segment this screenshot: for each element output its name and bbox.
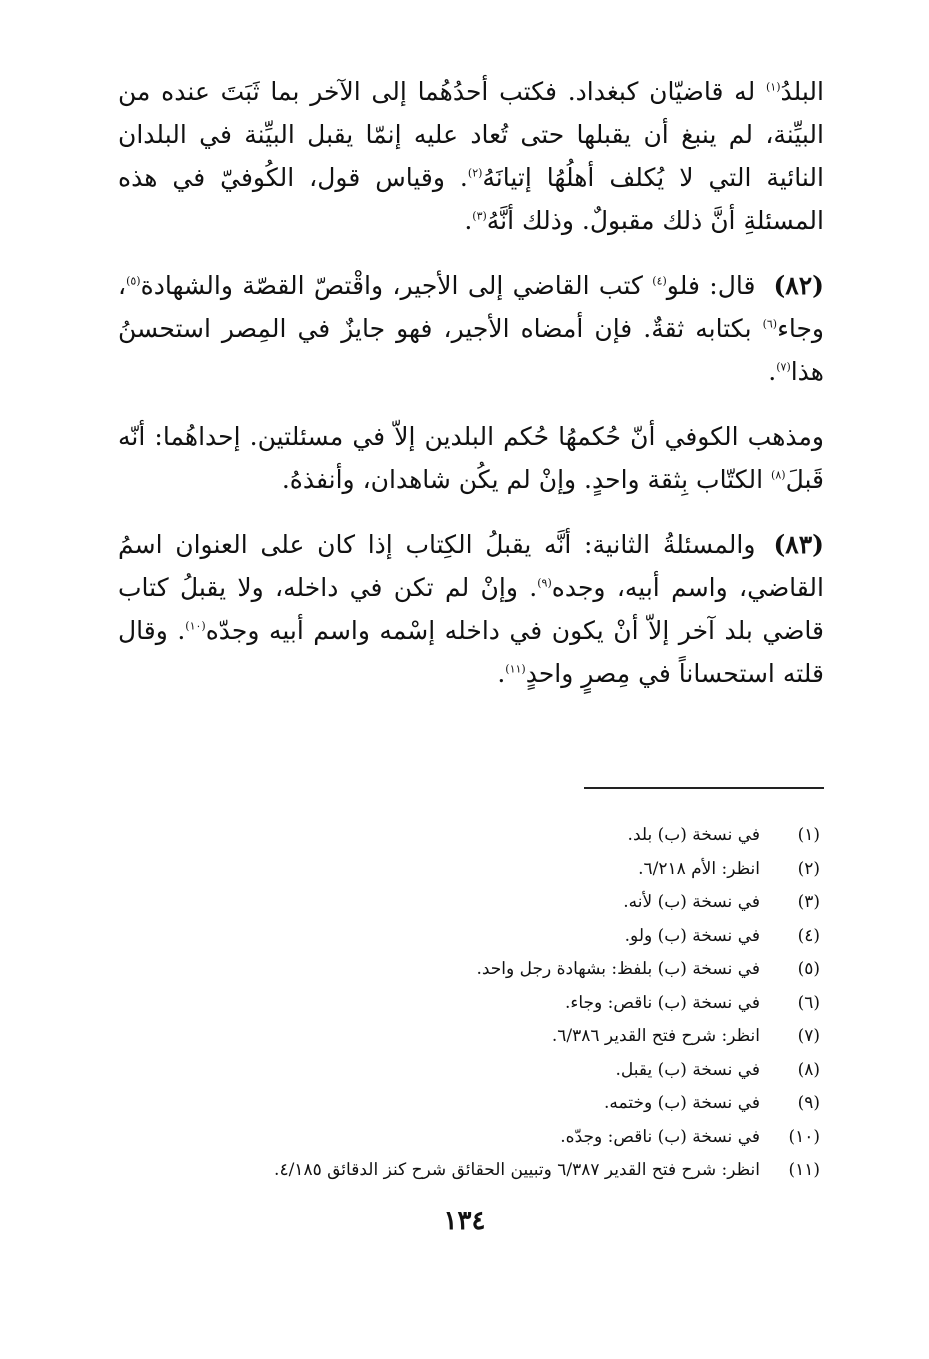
footnote-ref: (٩) <box>537 576 552 590</box>
footnote-number: (٣) <box>797 892 820 912</box>
footnote <box>118 886 820 920</box>
paragraph-text: بكتابه ثقةٌ. فإن أمضاه الأجير، فهو جايزٌ في المِصر استحسنُ هذا <box>118 314 824 386</box>
footnote-separator <box>584 787 824 789</box>
paragraph-text: . <box>464 206 473 235</box>
footnote <box>118 1121 820 1155</box>
footnote-text: في نسخة (ب) ولو. <box>624 925 760 946</box>
footnote-number: (٥) <box>797 959 820 979</box>
footnote-text: في نسخة (ب) ناقص: وجدّه. <box>560 1126 760 1147</box>
paragraph-text: قال: فلو <box>666 271 756 300</box>
footnote-ref: (٨) <box>771 468 786 482</box>
footnotes <box>118 819 820 1188</box>
paragraph-text: . <box>497 659 506 688</box>
footnote <box>118 920 820 954</box>
footnote-number: (١) <box>797 825 820 845</box>
footnote <box>118 1020 820 1054</box>
paragraph-text: له قاضيّان كبغداد. فكتب أحدُهُما إلى الآخر بما ثَبَتَ عنده من البيِّنة، لم ينبغ أن يقبلها حتى تُعاد عليه إنمّا يقبل البيِّنة في البلدان النائية التي لا يُكلف أهلُهُا إتيانَهُ <box>118 77 824 192</box>
footnote-number: (٧) <box>797 1026 820 1046</box>
paragraph-text: والمسئلةُ الثانية: أنَّه يقبلُ الكِتاب إذا كان على العنوان اسمُ القاضي، واسم أبيه، وجده <box>118 530 825 602</box>
paragraph-text: . وإنْ لم تكن في داخله، ولا يقبلُ كتاب قاضي بلد آخر إلاّ أنْ يكون في داخله إسْمه واسم أبيه وجدّه <box>118 573 824 645</box>
footnote-text: انظر: الأم ٦/٢١٨. <box>638 858 760 879</box>
paragraph <box>118 264 824 393</box>
footnote-text: في نسخة (ب) بلفظ: بشهادة رجل واحد. <box>476 959 760 979</box>
footnote-ref: (٤) <box>652 274 667 288</box>
section-number: (٨٣) <box>773 530 824 559</box>
footnote-number: (٦) <box>797 992 820 1013</box>
footnote <box>118 1087 820 1121</box>
footnote <box>118 987 820 1021</box>
paragraph-text: كتب القاضي إلى الأجير، واقْتصّ القصّة والشهادة <box>140 271 653 300</box>
footnote-text: انظر: شرح فتح القدير ٦/٣٨٧ وتبيين الحقائق شرح كنز الدقائق ٤/١٨٥. <box>274 1160 760 1180</box>
footnote <box>118 1154 820 1188</box>
paragraph-text: البلدُ <box>780 77 824 106</box>
footnote-number: (٨) <box>797 1059 820 1080</box>
footnote-text: في نسخة (ب) بلد. <box>627 825 760 845</box>
footnote-text: في نسخة (ب) وختمه. <box>604 1093 760 1113</box>
footnote <box>118 819 820 853</box>
footnote-ref: (٧) <box>776 360 791 374</box>
paragraph <box>118 523 824 695</box>
paragraph-text: الكتّاب بِثقة واحدٍ. وإنْ لم يكُن شاهدان، وأنفذهُ. <box>281 465 772 494</box>
footnote <box>118 853 820 887</box>
footnote-ref: (٢) <box>467 166 483 180</box>
footnote-ref: (١١) <box>505 662 526 676</box>
paragraph <box>118 415 824 501</box>
paragraph-text: . وقياس قول، الكُوفيّ في هذه المسئلةِ أنَّ ذلك مقبولٌ. وذلك أنَّهُ <box>118 163 824 235</box>
footnote-text: في نسخة (ب) يقبل. <box>615 1059 760 1080</box>
footnote-number: (٩) <box>797 1093 820 1113</box>
footnote <box>118 1054 820 1088</box>
page-number: ١٣٤ <box>443 1206 486 1236</box>
footnote-ref: (١) <box>765 80 781 94</box>
section-number: (٨٢) <box>773 271 824 300</box>
footnote-ref: (٥) <box>126 274 141 288</box>
footnote-number: (٤) <box>797 925 820 946</box>
footnote-ref: (٣) <box>472 209 487 223</box>
footnote-number: (٢) <box>797 858 820 879</box>
footnote-number: (١١) <box>788 1160 820 1180</box>
main-text <box>118 70 824 717</box>
paragraph-text: ، وجاء <box>118 271 824 343</box>
footnote-ref: (١٠) <box>185 619 206 633</box>
footnote-ref: (٦) <box>762 317 778 331</box>
paragraph-text: ومذهب الكوفي أنّ حُكمهُا حُكم البلدين إلاّ في مسئلتين. إحداهُما: أنّه قَبلَ <box>118 422 824 494</box>
footnote-text: في نسخة (ب) لأنه. <box>623 892 760 912</box>
footnote <box>118 953 820 987</box>
footnote-text: انظر: شرح فتح القدير ٦/٣٨٦. <box>551 1026 760 1046</box>
paragraph-text: . <box>768 357 777 386</box>
paragraph-text: . وقال قلته استحساناً في مِصرٍ واحدٍ <box>118 616 824 688</box>
footnote-number: (١٠) <box>788 1126 820 1147</box>
paragraph <box>118 70 824 242</box>
footnote-text: في نسخة (ب) ناقص: وجاء. <box>564 992 760 1013</box>
